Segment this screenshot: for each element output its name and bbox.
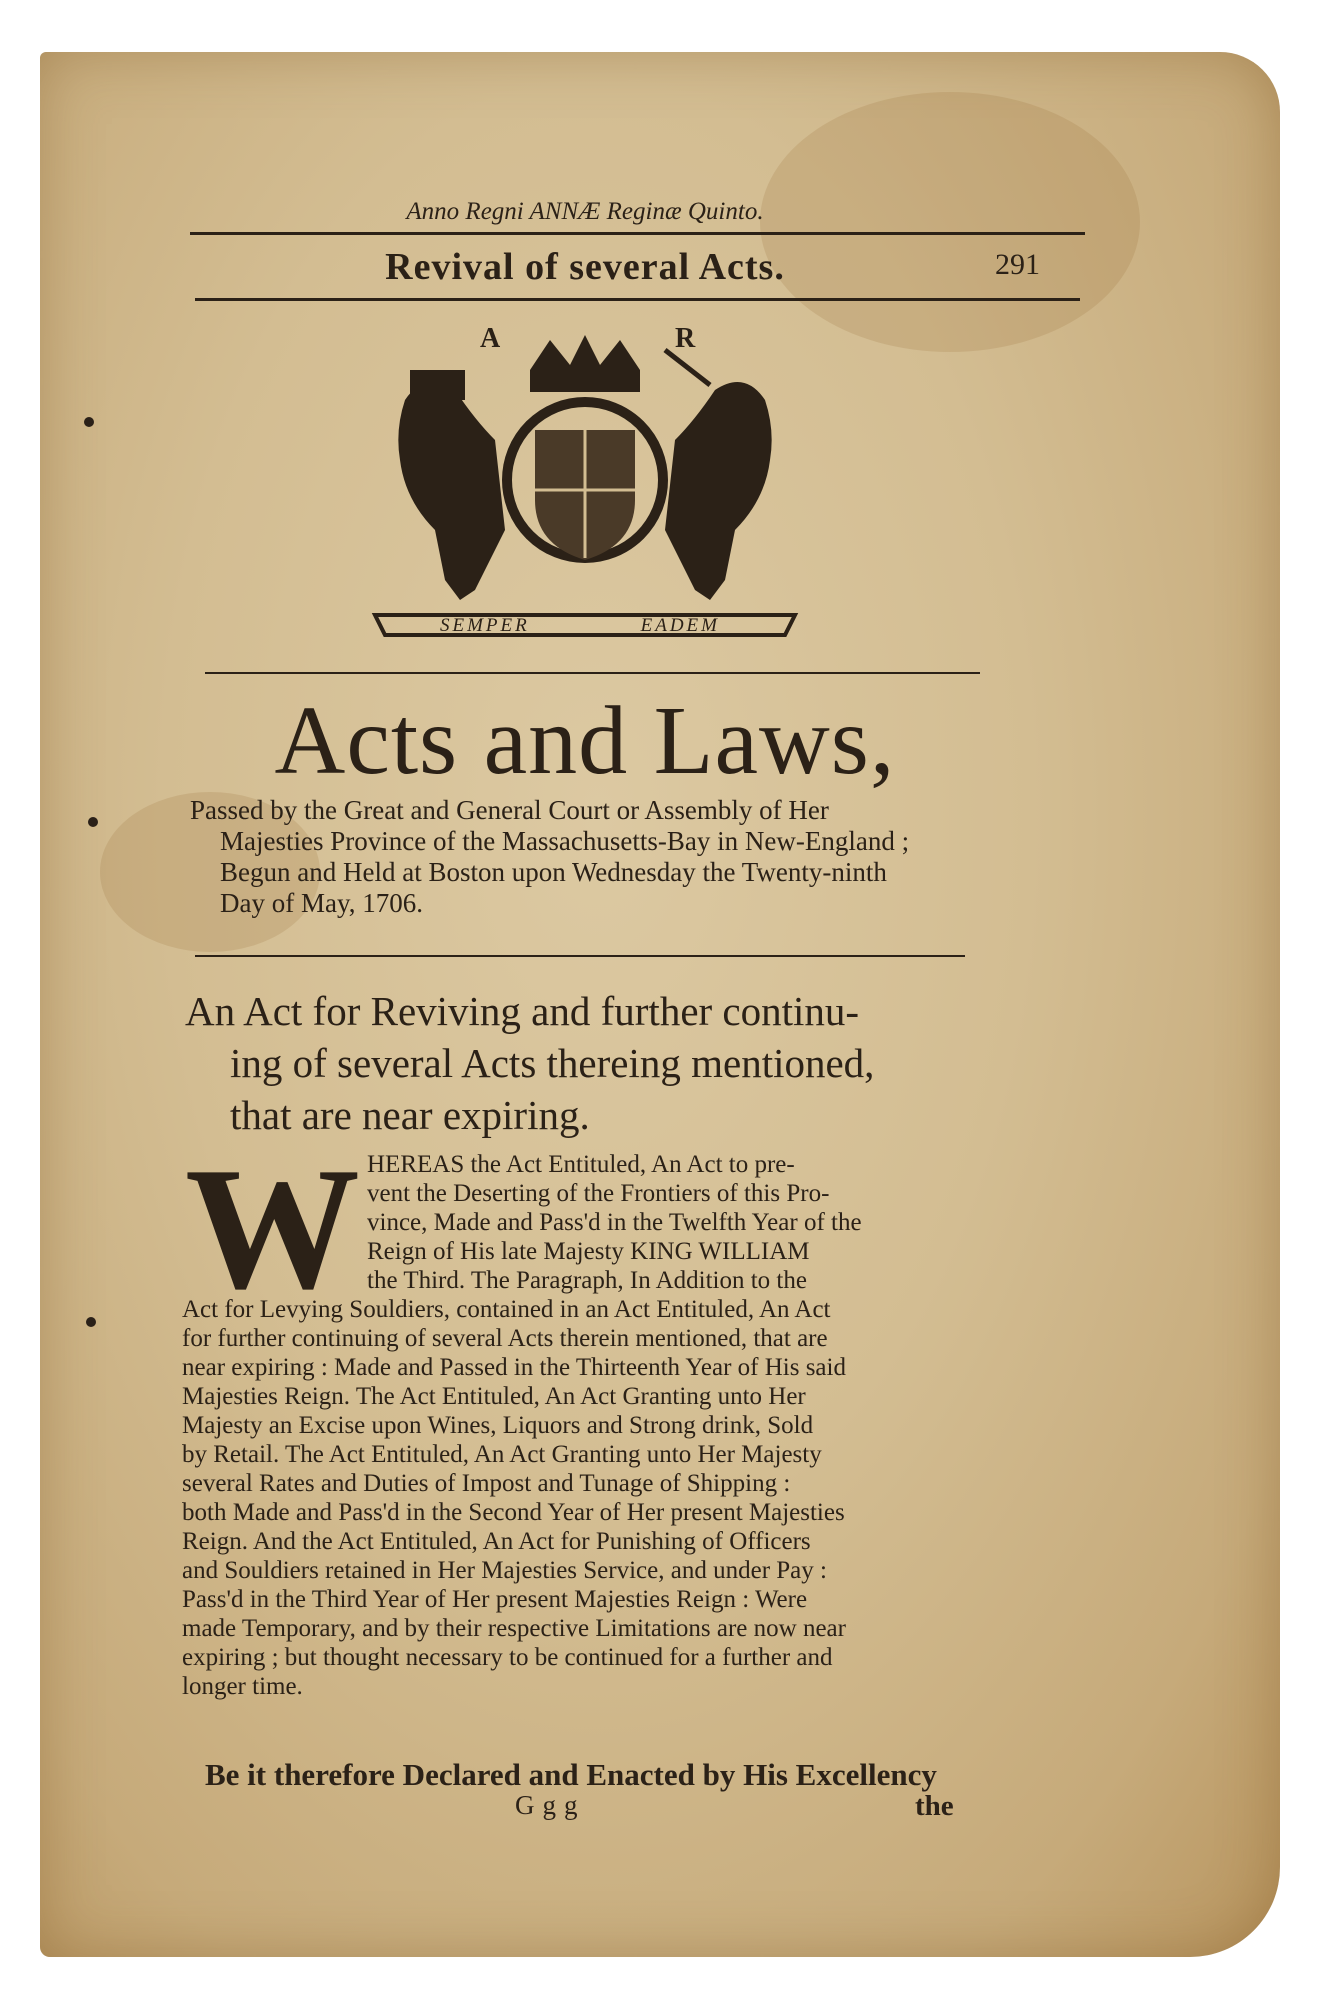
page-number: 291 — [995, 248, 1040, 281]
body-line: and Souldiers retained in Her Majesties Service, and under Pay : — [182, 1557, 827, 1584]
drop-cap: W — [185, 1131, 360, 1325]
act-title — [185, 985, 985, 1141]
binding-hole — [88, 817, 98, 827]
motto-scroll — [440, 615, 720, 637]
body-line: Act for Levying Souldiers, contained in an Act Entituled, An Act — [182, 1296, 831, 1323]
subtitle-line: Day of May, 1706. — [220, 888, 423, 918]
body-line: by Retail. The Act Entituled, An Act Granting unto Her Majesty — [182, 1441, 822, 1468]
subtitle-line: Majesties Province of the Massachusetts-Bay in New-England ; — [220, 826, 910, 856]
body-line: Majesty an Excise upon Wines, Liquors and Strong drink, Sold — [182, 1412, 814, 1439]
body-line: Pass'd in the Third Year of Her present Majesties Reign : Were — [182, 1586, 808, 1613]
body-line: both Made and Pass'd in the Second Year of Her present Majesties — [182, 1499, 845, 1526]
motto-left: SEMPER — [440, 615, 530, 636]
signature-mark: Ggg — [515, 1790, 586, 1820]
body-line: for further continuing of several Acts therein mentioned, that are — [182, 1325, 828, 1352]
act-title-line: that are near expiring. — [230, 1092, 590, 1138]
body-line: vent the Deserting of the Frontiers of this Pro- — [367, 1180, 830, 1207]
body-line: several Rates and Duties of Impost and Tunage of Shipping : — [182, 1470, 791, 1497]
motto-right: EADEM — [640, 615, 720, 636]
royal-cipher-left: A — [480, 323, 501, 354]
royal-coat-of-arms-icon — [365, 330, 805, 660]
catchword: the — [915, 1790, 954, 1822]
subtitle — [190, 795, 980, 919]
header-rule-bottom — [195, 298, 1080, 301]
binding-hole — [86, 1317, 96, 1327]
body-line: Majesties Reign. The Act Entituled, An Act Granting unto Her — [182, 1383, 806, 1410]
act-title-line: An Act for Reviving and further continu- — [185, 988, 860, 1034]
royal-cipher-right: R — [675, 323, 696, 354]
header-rule-top — [190, 232, 1085, 235]
running-title: Revival of several Acts. — [385, 246, 785, 288]
body-line: Reign. And the Act Entituled, An Act for Punishing of Officers — [182, 1528, 811, 1555]
main-title: Acts and Laws, — [274, 687, 896, 795]
title-rule-bottom — [195, 955, 965, 957]
act-body — [182, 1131, 987, 1701]
binding-hole — [84, 417, 94, 427]
enacting-clause: Be it therefore Declared and Enacted by His Excellency — [205, 1757, 937, 1792]
body-line: made Temporary, and by their respective Limitations are now near — [182, 1615, 846, 1642]
body-line: HEREAS the Act Entituled, An Act to pre- — [367, 1151, 795, 1178]
subtitle-line: Passed by the Great and General Court or Assembly of Her — [190, 795, 829, 825]
body-line: expiring ; but thought necessary to be continued for a further and — [182, 1644, 833, 1671]
title-rule-top — [205, 672, 980, 674]
body-line: near expiring : Made and Passed in the Thirteenth Year of His said — [182, 1354, 846, 1381]
body-line: vince, Made and Pass'd in the Twelfth Year of the — [367, 1209, 862, 1236]
body-line: Reign of His late Majesty KING WILLIAM — [367, 1238, 810, 1265]
body-line: longer time. — [182, 1673, 303, 1700]
regnal-year-line: Anno Regni ANNÆ Reginæ Quinto. — [406, 198, 764, 225]
subtitle-line: Begun and Held at Boston upon Wednesday the Twenty-ninth — [220, 857, 887, 887]
act-title-line: ing of several Acts thereing mentioned, — [230, 1040, 875, 1086]
body-line: the Third. The Paragraph, In Addition to the — [367, 1267, 807, 1294]
